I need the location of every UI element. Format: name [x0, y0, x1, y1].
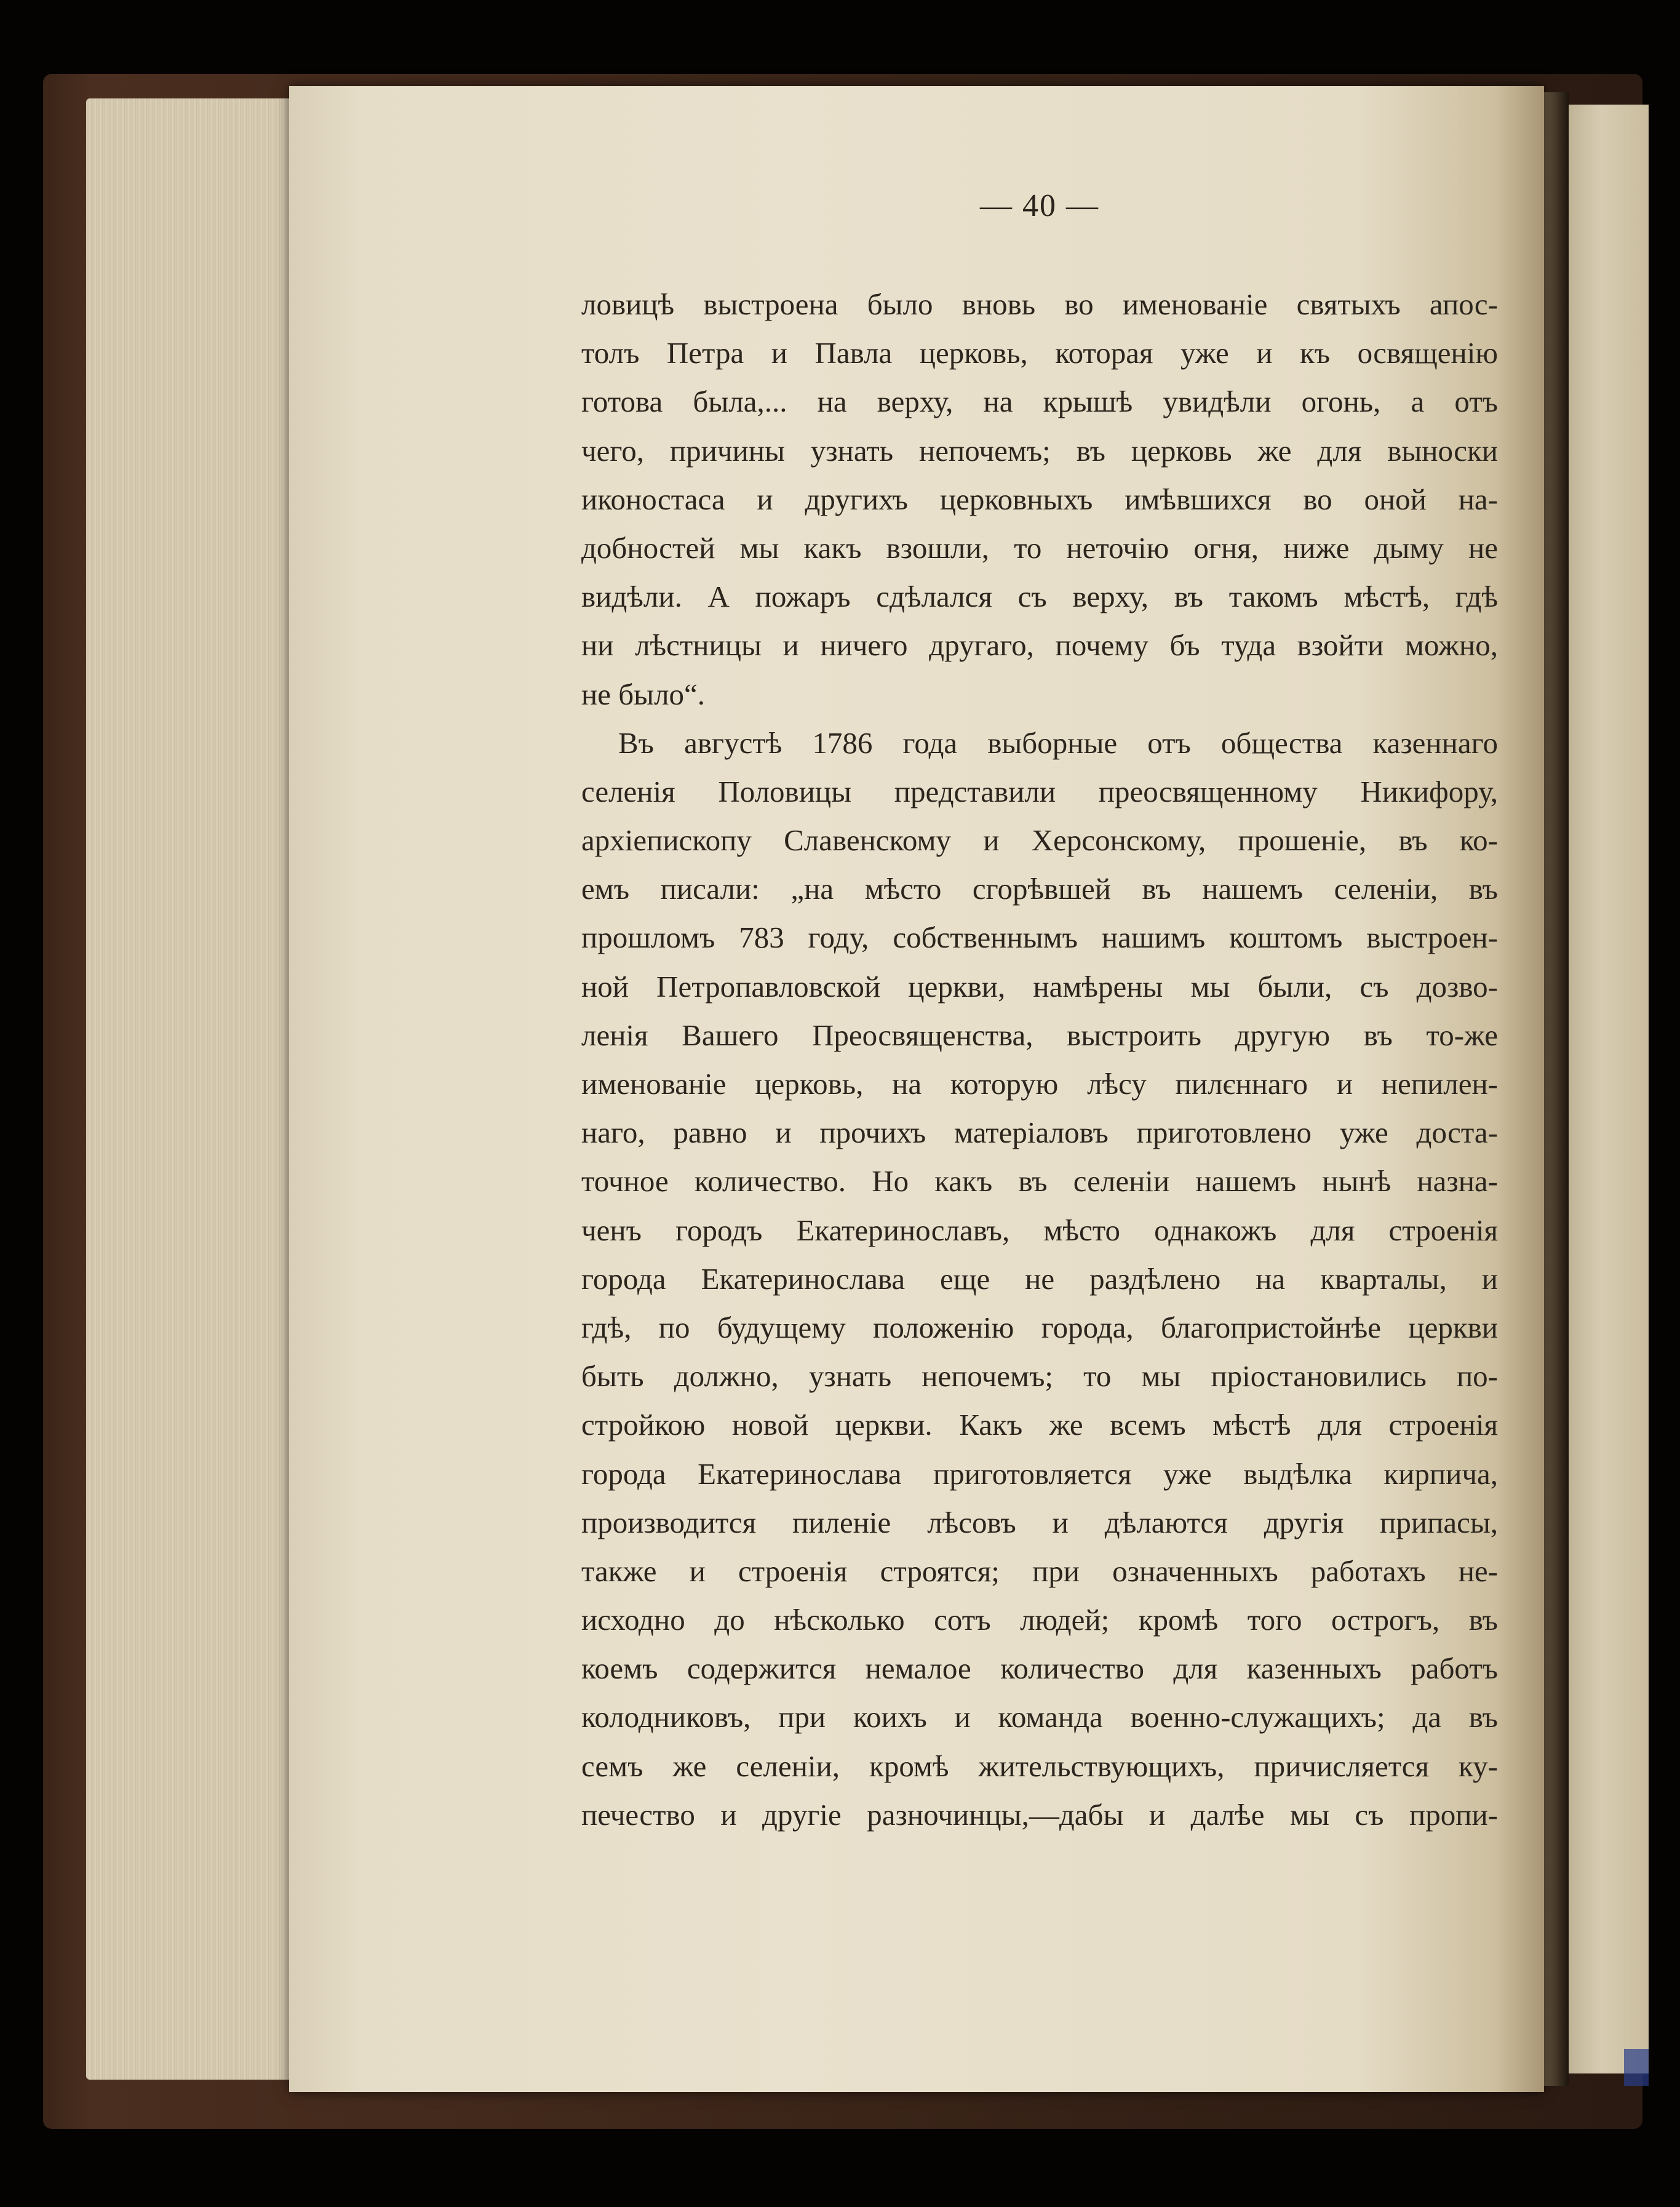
page-edge-stack — [86, 98, 308, 2080]
text-line: архіепископу Славенскому и Херсонскому, прошеніе, въ ко- — [581, 823, 1498, 858]
book-gutter — [1544, 92, 1569, 2086]
text-line: чего, причины узнать непочемъ; въ церковь же для выноски — [581, 433, 1498, 468]
page-number: — 40 — — [980, 188, 1099, 223]
text-line: Въ августѣ 1786 года выборные отъ общества казеннаго — [618, 725, 1498, 760]
text-line: не было“. — [581, 677, 706, 711]
text-line: наго, равно и прочихъ матеріаловъ приготовлено уже доста- — [581, 1115, 1498, 1150]
page-text — [581, 280, 1498, 1839]
text-line: ченъ городъ Екатеринославъ, мѣсто однакожъ для строенія — [581, 1213, 1498, 1247]
text-line: емъ писали: „на мѣсто сгорѣвшей въ нашемъ селеніи, въ — [581, 872, 1498, 906]
text-line: коемъ содержится немалое количество для казенныхъ работъ — [581, 1651, 1498, 1686]
text-line: точное количество. Но какъ въ селеніи нашемъ нынѣ назна- — [581, 1164, 1498, 1199]
text-line: стройкою новой церкви. Какъ же всемъ мѣстѣ для строенія — [581, 1408, 1498, 1442]
text-line: толъ Петра и Павла церковь, которая уже и къ освященію — [581, 336, 1498, 370]
text-line: ленія Вашего Преосвященства, выстроить другую въ то-же — [581, 1018, 1498, 1052]
text-line: именованіе церковь, на которую лѣсу пилєннаго и непилен- — [581, 1067, 1498, 1101]
text-line: семъ же селеніи, кромѣ жительствующихъ, причисляется ку- — [581, 1749, 1498, 1783]
text-line: города Екатеринослава еще не раздѣлено на кварталы, и — [581, 1261, 1498, 1296]
text-line: ной Петропавловской церкви, намѣрены мы были, съ дозво- — [581, 969, 1498, 1004]
text-line: печество и другіе разночинцы,—дабы и далѣе мы съ пропи- — [581, 1797, 1498, 1832]
text-line: исходно до нѣсколько сотъ людей; кромѣ того острогъ, въ — [581, 1603, 1498, 1637]
text-line: готова была,... на верху, на крышѣ увидѣли огонь, а отъ — [581, 385, 1498, 419]
text-line: также и строенія строятся; при означенныхъ работахъ не- — [581, 1554, 1498, 1588]
text-line: селенія Половицы представили преосвященному Никифору, — [581, 774, 1498, 808]
text-line: быть должно, узнать непочемъ; то мы пріостановились по- — [581, 1359, 1498, 1394]
text-line: города Екатеринослава приготовляется уже выдѣлка кирпича, — [581, 1456, 1498, 1491]
text-line: видѣли. А пожаръ сдѣлался съ верху, въ такомъ мѣстѣ, гдѣ — [581, 580, 1498, 614]
text-line: добностей мы какъ взошли, то неточію огня, ниже дыму не — [581, 530, 1498, 565]
text-line: ни лѣстницы и ничего другаго, почему бъ туда взойти можно, — [581, 628, 1498, 663]
binding-ribbon — [1624, 2049, 1649, 2086]
text-line: прошломъ 783 году, собственнымъ нашимъ коштомъ выстроен- — [581, 920, 1498, 955]
text-line: иконостаса и другихъ церковныхъ имѣвшихся во оной на- — [581, 482, 1498, 516]
text-line: колодниковъ, при коихъ и команда военно-служащихъ; да въ — [581, 1700, 1498, 1734]
next-page-edge — [1569, 105, 1649, 2073]
text-line: гдѣ, по будущему положенію города, благопристойнѣе церкви — [581, 1310, 1498, 1344]
text-line: ловицѣ выстроена было вновь во именованіе святыхъ апос- — [581, 287, 1498, 321]
text-line: производится пиленіе лѣсовъ и дѣлаются другія припасы, — [581, 1505, 1498, 1539]
